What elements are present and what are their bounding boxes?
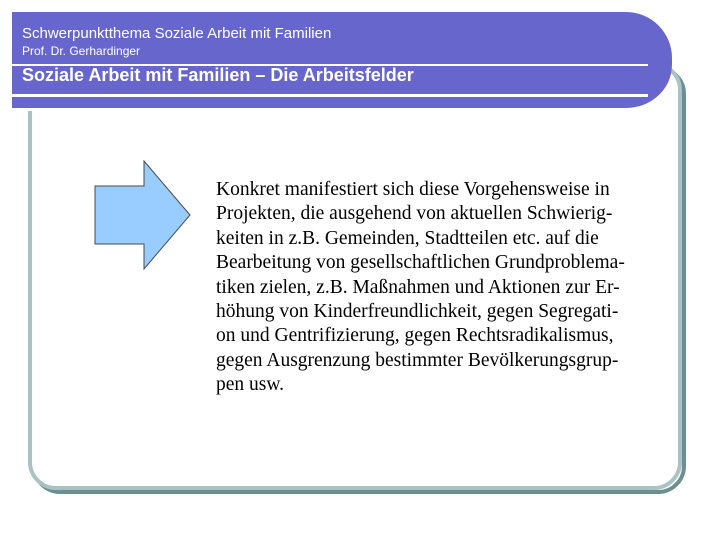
body-line: tiken zielen, z.B. Maßnahmen und Aktionen zur Er- bbox=[216, 276, 620, 298]
body-line: Bearbeitung von gesellschaftlichen Grundproblema- bbox=[216, 252, 625, 274]
body-paragraph bbox=[216, 178, 668, 398]
body-line: on und Gentrifizierung, gegen Rechtsradikalismus, bbox=[216, 325, 614, 347]
body-line: pen usw. bbox=[216, 374, 285, 396]
body-line: keiten in z.B. Gemeinden, Stadtteilen etc. auf die bbox=[216, 227, 599, 249]
body-line: Projekten, die ausgehend von aktuellen Schwierig- bbox=[216, 203, 613, 225]
course-title: Schwerpunktthema Soziale Arbeit mit Familien bbox=[22, 25, 332, 42]
slide-title: Soziale Arbeit mit Familien – Die Arbeitsfelder bbox=[22, 65, 414, 85]
arrow-right-icon bbox=[94, 160, 192, 270]
body-line: höhung von Kinderfreundlichkeit, gegen Segregati- bbox=[216, 301, 619, 323]
body-line: Konkret manifestiert sich diese Vorgehensweise in bbox=[216, 179, 610, 200]
body-line: gegen Ausgrenzung bestimmter Bevölkerungsgrup- bbox=[216, 349, 619, 371]
lecturer-name: Prof. Dr. Gerhardinger bbox=[22, 44, 141, 58]
slide-header bbox=[12, 12, 672, 111]
header-title-underline bbox=[12, 94, 648, 97]
arrow-shape bbox=[95, 161, 190, 269]
